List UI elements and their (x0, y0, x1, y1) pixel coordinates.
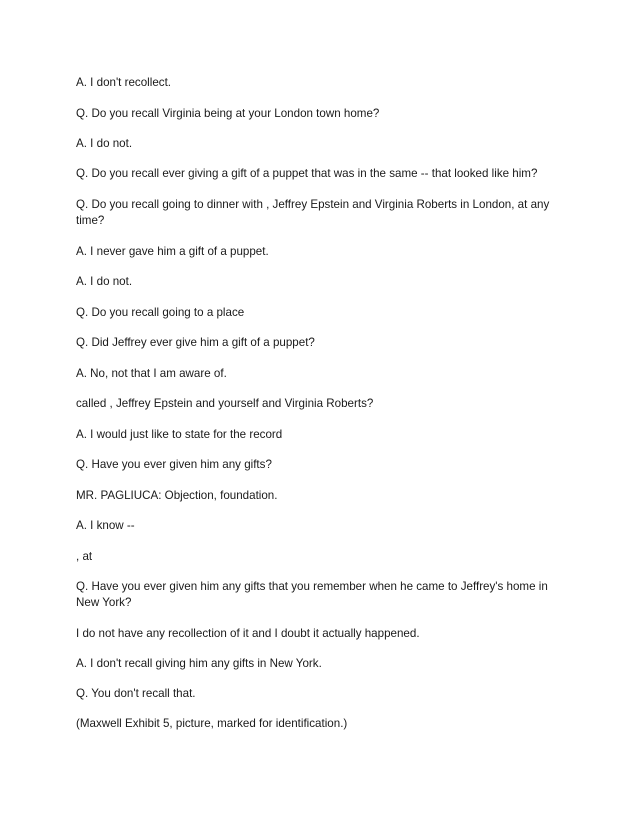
paragraph-17: Q. Have you ever given him any gifts that you remember when he came to Jeffrey's home in New York? (76, 580, 548, 609)
paragraph-13: Q. Have you ever given him any gifts? (76, 458, 272, 471)
paragraph-9: Q. Did Jeffrey ever give him a gift of a puppet? (76, 336, 315, 349)
paragraph-3: A. I do not. (76, 137, 133, 150)
paragraph-10: A. No, not that I am aware of. (76, 367, 227, 380)
paragraph-7: A. I do not. (76, 275, 133, 288)
paragraph-2: Q. Do you recall Virginia being at your London town home? (76, 107, 380, 120)
paragraph-4: Q. Do you recall ever giving a gift of a puppet that was in the same -- that looked like him? (76, 167, 538, 180)
paragraph-11: called , Jeffrey Epstein and yourself and Virginia Roberts? (76, 397, 374, 410)
paragraph-20: Q. You don't recall that. (76, 687, 196, 700)
paragraph-15: A. I know -- (76, 519, 135, 532)
paragraph-21: (Maxwell Exhibit 5, picture, marked for identification.) (76, 717, 348, 730)
paragraph-8: Q. Do you recall going to a place (76, 306, 245, 319)
paragraph-5: Q. Do you recall going to dinner with , Jeffrey Epstein and Virginia Roberts in London, at any time? (76, 198, 550, 227)
paragraph-12: A. I would just like to state for the record (76, 428, 283, 441)
paragraph-6: A. I never gave him a gift of a puppet. (76, 245, 269, 258)
paragraph-14: MR. PAGLIUCA: Objection, foundation. (76, 489, 278, 502)
paragraph-19: A. I don't recall giving him any gifts in New York. (76, 657, 322, 670)
paragraph-16: , at (76, 550, 93, 563)
paragraph-18: I do not have any recollection of it and I doubt it actually happened. (76, 627, 420, 640)
paragraph-1: A. I don't recollect. (76, 76, 172, 89)
